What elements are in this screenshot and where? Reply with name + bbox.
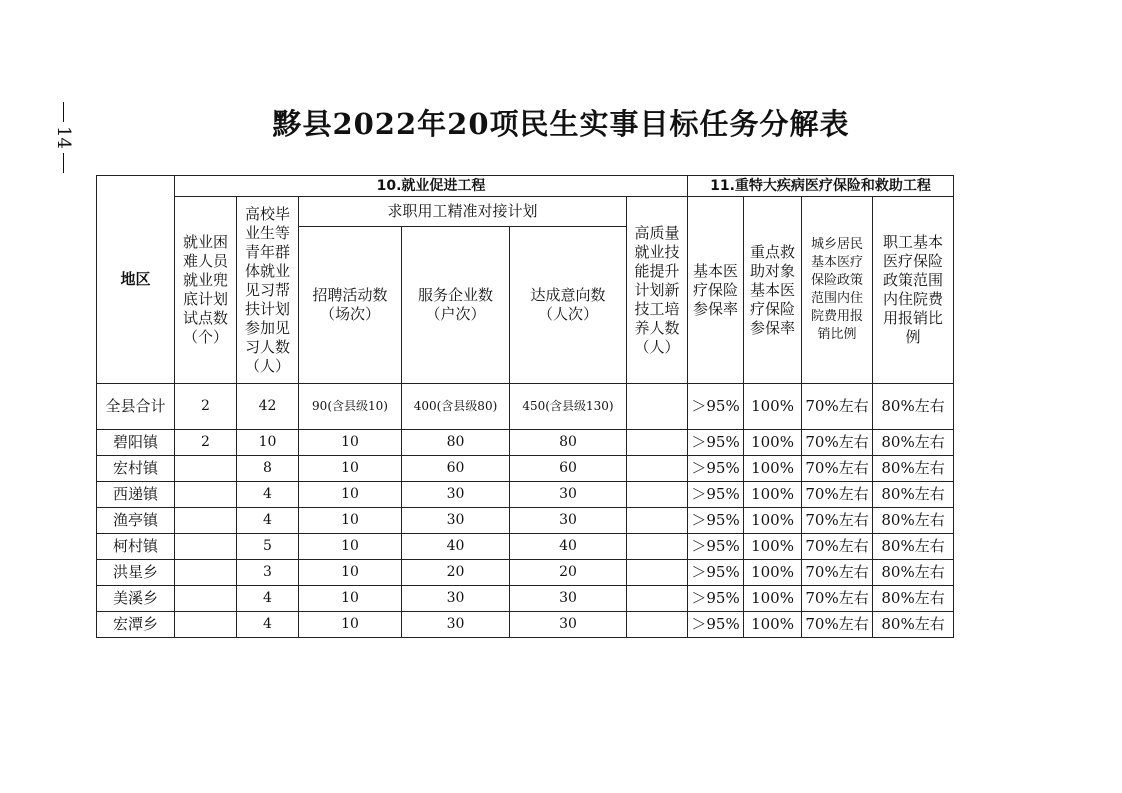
intentions-reached-cell: 450(含县级130) <box>510 384 627 430</box>
key-target-insurance-rate-cell: 100% <box>744 612 802 638</box>
urban-rural-reimbursement-cell: 70%左右 <box>802 384 873 430</box>
table-row <box>97 586 954 612</box>
table-row <box>97 456 954 482</box>
intentions-reached-header <box>510 227 627 384</box>
employee-reimbursement-cell: 80%左右 <box>873 482 954 508</box>
recruitment-events-cell: 10 <box>299 508 402 534</box>
table-body <box>97 384 954 638</box>
intentions-reached-label: 达成意向数 <box>530 286 606 304</box>
skill-training-cell <box>627 430 688 456</box>
key-target-insurance-rate-header: 重点救助对象基本医疗保险参保率 <box>744 197 802 384</box>
employee-reimbursement-header: 职工基本医疗保险政策范围内住院费用报销比例 <box>873 197 954 384</box>
recruitment-events-cell: 10 <box>299 430 402 456</box>
skill-training-cell <box>627 534 688 560</box>
pilot-count-cell: 2 <box>175 384 237 430</box>
basic-insurance-rate-cell: ＞95% <box>688 482 744 508</box>
enterprises-served-header <box>402 227 510 384</box>
key-target-insurance-rate-cell: 100% <box>744 534 802 560</box>
enterprises-served-cell: 30 <box>402 482 510 508</box>
intentions-reached-cell: 20 <box>510 560 627 586</box>
urban-rural-reimbursement-cell: 70%左右 <box>802 586 873 612</box>
key-target-insurance-rate-cell: 100% <box>744 560 802 586</box>
pilot-count-cell <box>175 534 237 560</box>
basic-insurance-rate-cell: ＞95% <box>688 586 744 612</box>
urban-rural-reimbursement-header: 城乡居民基本医疗保险政策范围内住院费用报销比例 <box>802 197 873 384</box>
key-target-insurance-rate-cell: 100% <box>744 384 802 430</box>
region-cell: 洪星乡 <box>97 560 175 586</box>
skill-training-header: 高质量就业技能提升计划新技工培养人数（人） <box>627 197 688 384</box>
table-total-row <box>97 384 954 430</box>
intentions-reached-cell: 40 <box>510 534 627 560</box>
key-target-insurance-rate-cell: 100% <box>744 430 802 456</box>
recruitment-events-unit: （场次） <box>319 305 380 323</box>
enterprises-served-cell: 400(含县级80) <box>402 384 510 430</box>
intern-count-cell: 8 <box>237 456 299 482</box>
skill-training-cell <box>627 482 688 508</box>
basic-insurance-rate-cell: ＞95% <box>688 384 744 430</box>
basic-insurance-rate-header: 基本医疗保险参保率 <box>688 197 744 384</box>
sub-header-row <box>97 197 954 227</box>
intern-count-cell: 4 <box>237 612 299 638</box>
intern-count-cell: 4 <box>237 586 299 612</box>
enterprises-served-cell: 30 <box>402 508 510 534</box>
recruitment-events-cell: 10 <box>299 534 402 560</box>
intentions-reached-cell: 80 <box>510 430 627 456</box>
employee-reimbursement-cell: 80%左右 <box>873 508 954 534</box>
recruitment-events-cell: 10 <box>299 456 402 482</box>
section-header-row <box>97 176 954 197</box>
section-employment-header: 10.就业促进工程 <box>175 176 688 197</box>
recruitment-events-cell: 10 <box>299 560 402 586</box>
pilot-count-cell <box>175 456 237 482</box>
basic-insurance-rate-cell: ＞95% <box>688 534 744 560</box>
urban-rural-reimbursement-cell: 70%左右 <box>802 534 873 560</box>
urban-rural-reimbursement-cell: 70%左右 <box>802 508 873 534</box>
skill-training-cell <box>627 508 688 534</box>
intentions-reached-cell: 60 <box>510 456 627 482</box>
pilot-count-header: 就业困难人员就业兜底计划试点数（个） <box>175 197 237 384</box>
region-cell: 宏潭乡 <box>97 612 175 638</box>
key-target-insurance-rate-cell: 100% <box>744 586 802 612</box>
matching-plan-header: 求职用工精准对接计划 <box>299 197 627 227</box>
page-number-text: 14 <box>53 126 74 149</box>
skill-training-cell <box>627 384 688 430</box>
table-row <box>97 482 954 508</box>
pilot-count-cell: 2 <box>175 430 237 456</box>
enterprises-served-cell: 30 <box>402 612 510 638</box>
intentions-reached-cell: 30 <box>510 612 627 638</box>
enterprises-served-unit: （户次） <box>425 305 486 323</box>
table-row <box>97 430 954 456</box>
intern-count-cell: 10 <box>237 430 299 456</box>
employee-reimbursement-cell: 80%左右 <box>873 456 954 482</box>
basic-insurance-rate-cell: ＞95% <box>688 430 744 456</box>
enterprises-served-cell: 20 <box>402 560 510 586</box>
region-cell: 美溪乡 <box>97 586 175 612</box>
employee-reimbursement-cell: 80%左右 <box>873 384 954 430</box>
employee-reimbursement-cell: 80%左右 <box>873 534 954 560</box>
intentions-reached-cell: 30 <box>510 586 627 612</box>
intentions-reached-unit: （人次） <box>537 305 598 323</box>
intentions-reached-cell: 30 <box>510 482 627 508</box>
intern-count-cell: 5 <box>237 534 299 560</box>
table-row <box>97 560 954 586</box>
enterprises-served-label: 服务企业数 <box>417 286 493 304</box>
skill-training-cell <box>627 560 688 586</box>
pilot-count-cell <box>175 586 237 612</box>
region-cell: 柯村镇 <box>97 534 175 560</box>
basic-insurance-rate-cell: ＞95% <box>688 456 744 482</box>
intern-count-cell: 3 <box>237 560 299 586</box>
pilot-count-cell <box>175 482 237 508</box>
skill-training-cell <box>627 586 688 612</box>
region-header: 地区 <box>97 176 175 384</box>
urban-rural-reimbursement-cell: 70%左右 <box>802 430 873 456</box>
enterprises-served-cell: 40 <box>402 534 510 560</box>
enterprises-served-cell: 80 <box>402 430 510 456</box>
recruitment-events-cell: 10 <box>299 612 402 638</box>
intern-count-header: 高校毕业生等青年群体就业见习帮扶计划参加见习人数（人） <box>237 197 299 384</box>
recruitment-events-cell: 10 <box>299 586 402 612</box>
key-target-insurance-rate-cell: 100% <box>744 508 802 534</box>
urban-rural-reimbursement-cell: 70%左右 <box>802 612 873 638</box>
region-cell: 西递镇 <box>97 482 175 508</box>
basic-insurance-rate-cell: ＞95% <box>688 508 744 534</box>
enterprises-served-cell: 30 <box>402 586 510 612</box>
intern-count-cell: 4 <box>237 508 299 534</box>
region-cell: 碧阳镇 <box>97 430 175 456</box>
pilot-count-cell <box>175 612 237 638</box>
pilot-count-cell <box>175 560 237 586</box>
employee-reimbursement-cell: 80%左右 <box>873 612 954 638</box>
page-number-dash-bottom <box>63 153 64 173</box>
task-breakdown-table <box>96 175 954 638</box>
page-title: 黟县2022年20项民生实事目标任务分解表 <box>272 107 850 141</box>
intentions-reached-cell: 30 <box>510 508 627 534</box>
intern-count-cell: 42 <box>237 384 299 430</box>
recruitment-events-cell: 90(含县级10) <box>299 384 402 430</box>
intern-count-cell: 4 <box>237 482 299 508</box>
recruitment-events-label: 招聘活动数 <box>312 286 388 304</box>
skill-training-cell <box>627 456 688 482</box>
employee-reimbursement-cell: 80%左右 <box>873 430 954 456</box>
table-row <box>97 534 954 560</box>
skill-training-cell <box>627 612 688 638</box>
region-cell: 全县合计 <box>97 384 175 430</box>
employee-reimbursement-cell: 80%左右 <box>873 560 954 586</box>
region-cell: 宏村镇 <box>97 456 175 482</box>
pilot-count-cell <box>175 508 237 534</box>
key-target-insurance-rate-cell: 100% <box>744 482 802 508</box>
table-row <box>97 612 954 638</box>
enterprises-served-cell: 60 <box>402 456 510 482</box>
recruitment-events-cell: 10 <box>299 482 402 508</box>
basic-insurance-rate-cell: ＞95% <box>688 560 744 586</box>
employee-reimbursement-cell: 80%左右 <box>873 586 954 612</box>
urban-rural-reimbursement-cell: 70%左右 <box>802 456 873 482</box>
urban-rural-reimbursement-cell: 70%左右 <box>802 482 873 508</box>
basic-insurance-rate-cell: ＞95% <box>688 612 744 638</box>
urban-rural-reimbursement-cell: 70%左右 <box>802 560 873 586</box>
region-cell: 渔亭镇 <box>97 508 175 534</box>
key-target-insurance-rate-cell: 100% <box>744 456 802 482</box>
table-row <box>97 508 954 534</box>
section-medical-header: 11.重特大疾病医疗保险和救助工程 <box>688 176 954 197</box>
recruitment-events-header <box>299 227 402 384</box>
